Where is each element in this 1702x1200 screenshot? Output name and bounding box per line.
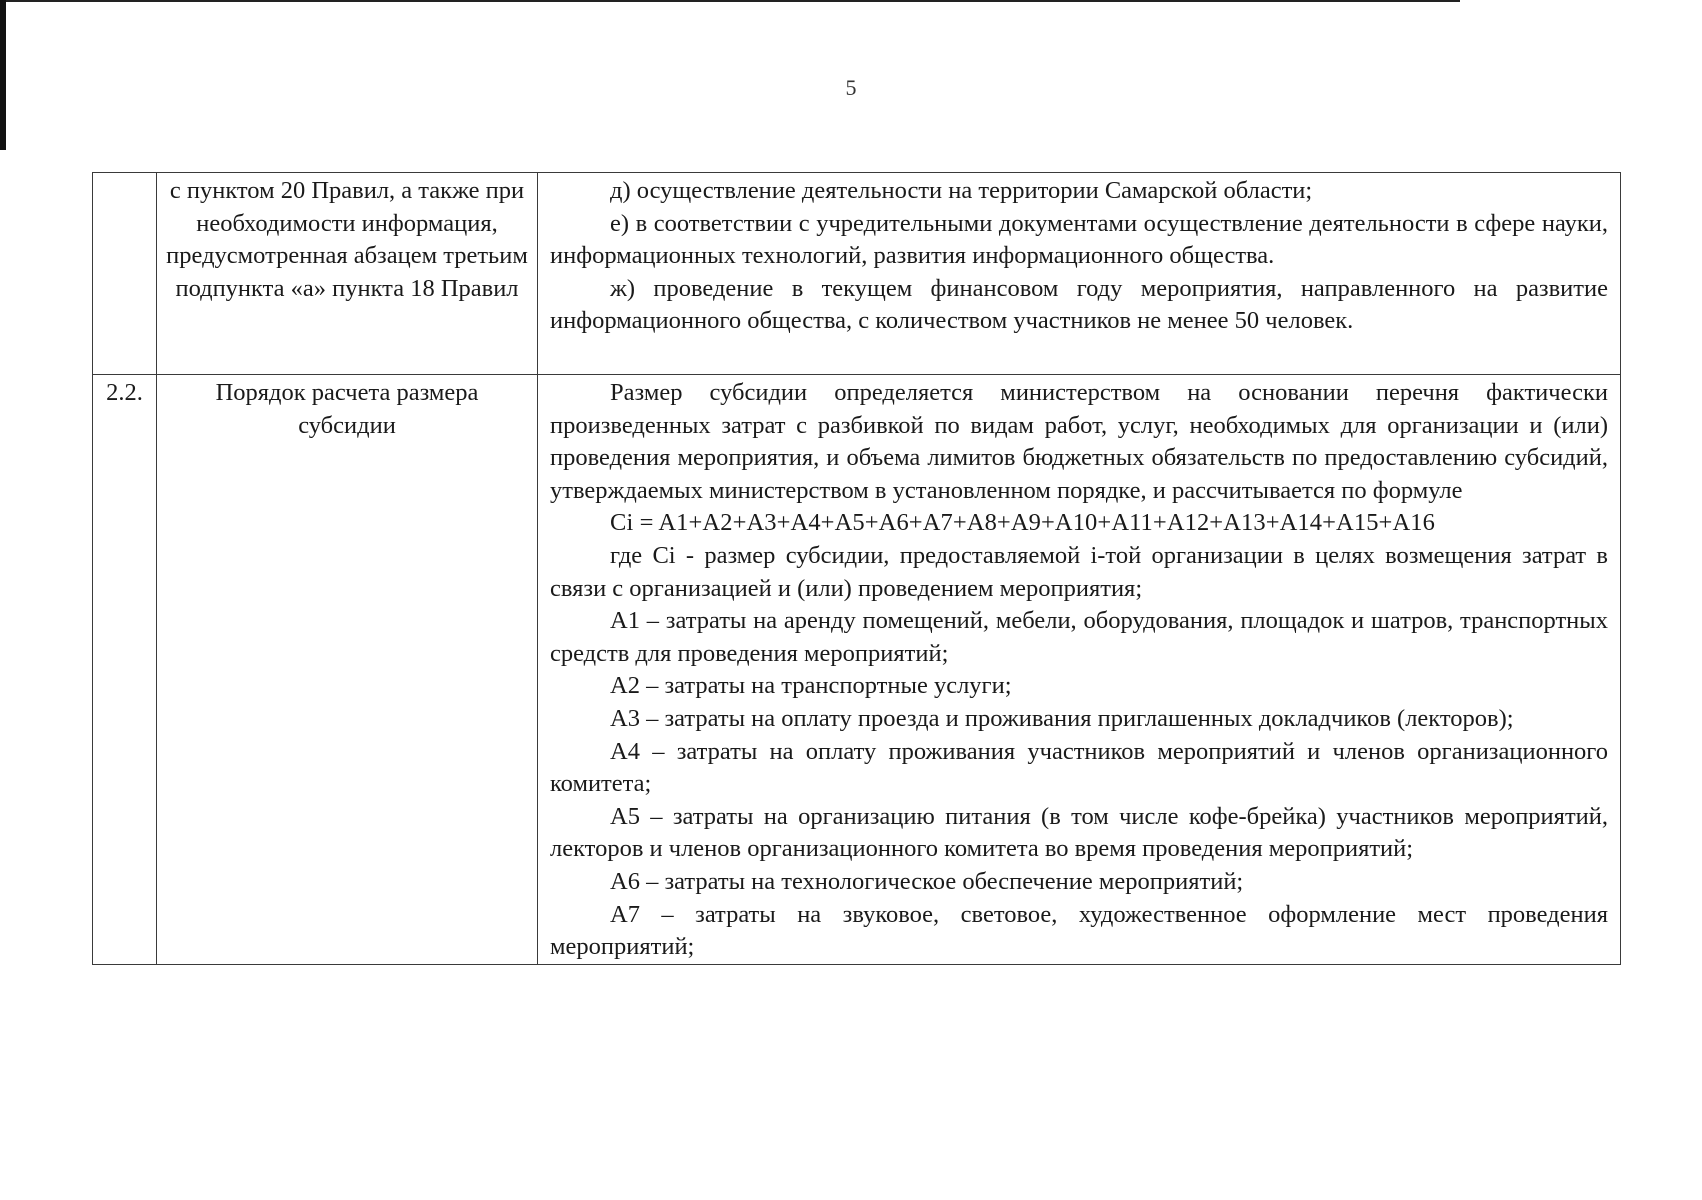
page-number: 5 xyxy=(845,75,857,100)
row-number-cell: 2.2. xyxy=(93,375,157,965)
paragraph: А5 – затраты на организацию питания (в том числе кофе-брейка) участников мероприятий, лекторов и членов организационного комитета во время проведения мероприятий; xyxy=(550,802,1608,863)
row-number-cell xyxy=(93,173,157,375)
paragraph: А2 – затраты на транспортные услуги; xyxy=(610,672,1012,700)
row-name-cell: Порядок расчета размера субсидии xyxy=(157,375,538,965)
paragraph: ж) проведение в текущем финансовом году мероприятия, направленного на развитие информационного общества, с количеством участников не менее 50 человек. xyxy=(550,274,1608,335)
paragraph: где Ci - размер субсидии, предоставляемой i-той организации в целях возмещения затрат в связи с организацией и (или) проведением мероприятия; xyxy=(550,541,1608,602)
row-description-cell xyxy=(538,375,1621,965)
scan-edge-top xyxy=(0,0,1460,2)
table-row xyxy=(93,375,1621,965)
paragraph: А1 – затраты на аренду помещений, мебели, оборудования, площадок и шатров, транспортных средств для проведения мероприятий; xyxy=(550,607,1608,667)
paragraph: А7 – затраты на звуковое, световое, художественное оформление мест проведения мероприятий; xyxy=(550,900,1608,961)
paragraph: А3 – затраты на оплату проезда и проживания приглашенных докладчиков (лекторов); xyxy=(610,704,1514,732)
paragraph: е) в соответствии с учредительными документами осуществление деятельности в сфере науки, информационных технологий, развития информационного общества. xyxy=(550,209,1608,270)
document-table xyxy=(92,172,1621,965)
paragraph: А4 – затраты на оплату проживания участников мероприятий и членов организационного комитета; xyxy=(550,737,1608,798)
paragraph: Размер субсидии определяется министерством на основании перечня фактически произведенных затрат с разбивкой по видам работ, услуг, необходимых для организации и (или) проведения мероприятия, и объема лимитов бюджетных обязательств по предоставлению субсидий, утверждаемых министерством в установленном порядке, и рассчитывается по формуле xyxy=(550,379,1608,504)
formula: Ci = A1+A2+A3+A4+A5+A6+A7+A8+A9+A10+A11+A12+A13+A14+A15+A16 xyxy=(610,509,1435,537)
row-name-cell: с пунктом 20 Правил, а также при необходимости информация, предусмотренная абзацем третьим подпункта «а» пункта 18 Правил xyxy=(157,173,538,375)
paragraph: д) осуществление деятельности на территории Самарской области; xyxy=(610,177,1313,204)
row-description-cell xyxy=(538,173,1621,375)
table-row xyxy=(93,173,1621,375)
paragraph: А6 – затраты на технологическое обеспечение мероприятий; xyxy=(610,867,1244,895)
